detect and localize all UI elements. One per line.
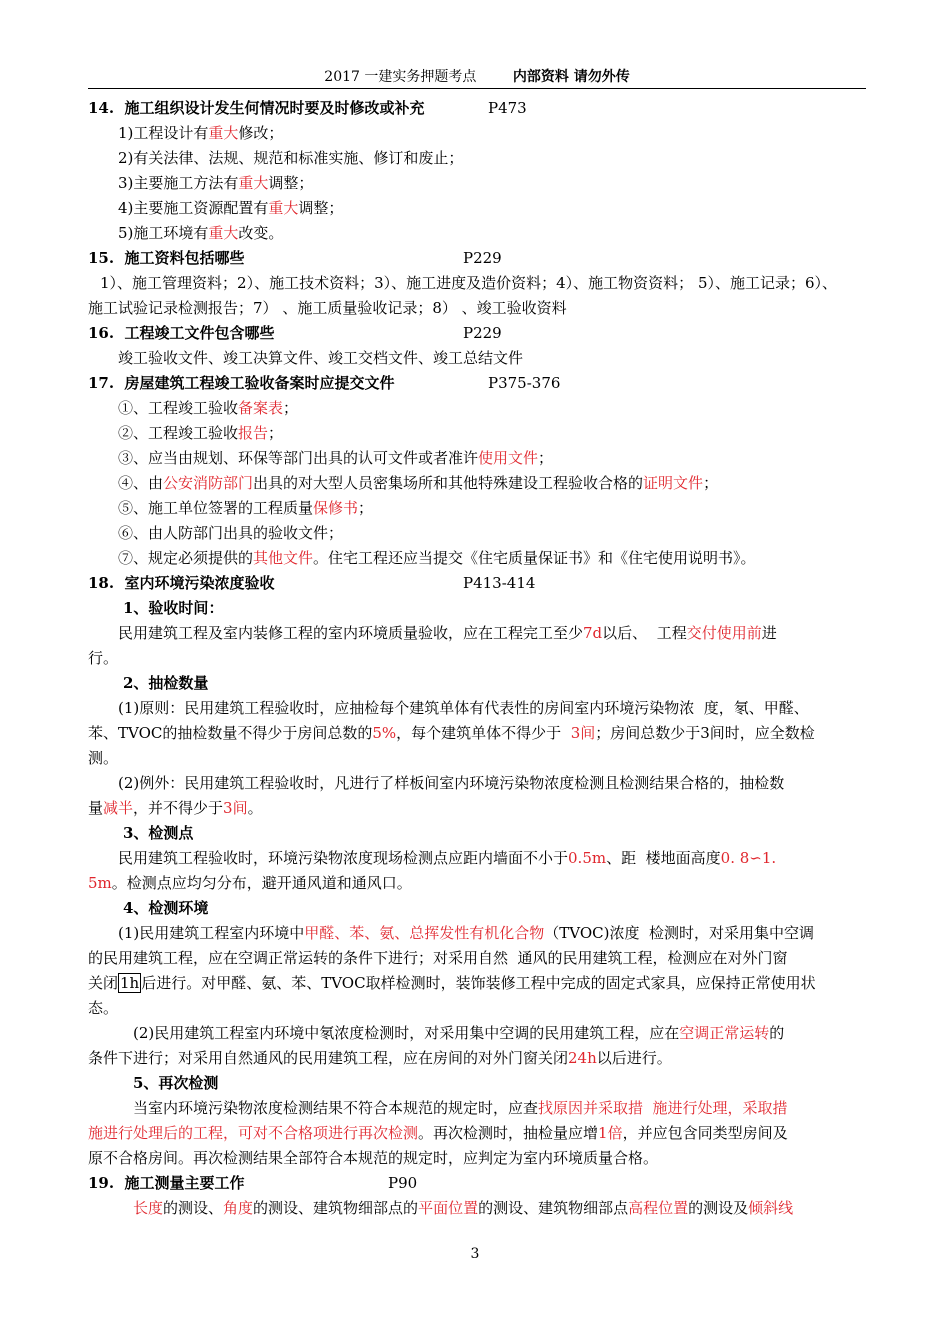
text-line <box>118 121 283 146</box>
header-title: 2017 一建实务押题考点 <box>324 69 477 85</box>
section-heading <box>133 1071 218 1096</box>
page-reference: P413-414 <box>463 574 536 592</box>
text-span: 1）、施工管理资料；2）、施工技术资料；3）、施工进度及造价资料；4）、施工物资资料； 5）、施工记录；6）、 <box>100 274 838 292</box>
highlight-text: 甲醛、苯、氨、总挥发性有机化合物 <box>304 924 545 942</box>
text-span: 5)施工环境有 <box>118 224 209 242</box>
text-span: 4、检测环境 <box>123 899 209 917</box>
text-line <box>118 921 814 946</box>
text-span: 民用建筑工程验收时，环境污染物浓度现场检测点应距内墙面不小于 <box>118 849 569 867</box>
text-span: 态。 <box>88 999 119 1017</box>
text-span: 关闭 <box>88 974 119 992</box>
highlight-text: 公安消防部门 <box>163 474 254 492</box>
text-span: 以后、 工程 <box>602 624 687 642</box>
text-span: ①、工程竣工验收 <box>118 399 239 417</box>
highlight-text: 证明文件 <box>643 474 704 492</box>
text-line <box>88 996 118 1021</box>
highlight-text: 使用文件 <box>478 449 539 467</box>
text-span: 18. 室内环境污染浓度验收 <box>88 574 275 592</box>
text-line <box>118 696 809 721</box>
text-line <box>118 446 553 471</box>
text-line <box>118 846 776 871</box>
page-reference: P473 <box>488 99 527 117</box>
highlight-text: 空调正常运转 <box>679 1024 770 1042</box>
text-span: ⑦、规定必须提供的 <box>118 549 254 567</box>
highlight-text: 重大 <box>238 174 269 192</box>
highlight-text: 5m <box>88 874 112 892</box>
text-span: 苯、TVOC的抽检数量不得少于房间总数的 <box>88 724 373 742</box>
text-span: (1)原则：民用建筑工程验收时，应抽检每个建筑单体有代表性的房间室内环境污染物浓 度，氡、甲醛、 <box>118 699 809 717</box>
text-line <box>88 296 567 321</box>
text-span: 的测设、建筑物细部点 <box>478 1199 629 1217</box>
text-span: ； <box>268 424 284 442</box>
text-span: 测。 <box>88 749 119 767</box>
text-span: 15. 施工资料包括哪些 <box>88 249 245 267</box>
highlight-text: 保修书 <box>313 499 359 517</box>
highlight-text: 7d <box>583 624 603 642</box>
section-heading <box>123 671 208 696</box>
text-span: 调整； <box>298 199 344 217</box>
text-span: ②、工程竣工验收 <box>118 424 239 442</box>
text-line <box>118 621 777 646</box>
text-span: 条件下进行；对采用自然通风的民用建筑工程，应在房间的对外门窗关闭 <box>88 1049 569 1067</box>
text-line <box>88 971 816 996</box>
text-line <box>88 1046 672 1071</box>
text-line <box>118 496 373 521</box>
page-reference: P90 <box>388 1174 418 1192</box>
section-heading <box>123 896 208 921</box>
highlight-text: 找原因并采取措 施进行处理，采取措 <box>538 1099 788 1117</box>
section-heading <box>88 96 425 121</box>
header-notice: 内部资料 请勿外传 <box>512 69 630 85</box>
text-span: ，每个建筑单体不得少于 <box>396 724 571 742</box>
highlight-text: 重大 <box>208 124 239 142</box>
text-span: (2)例外：民用建筑工程验收时，凡进行了样板间室内环境污染物浓度检测且检测结果合格的，抽检数 <box>118 774 785 792</box>
highlight-text: 施进行处理后的工程，可对不合格项进行再次检测 <box>88 1124 419 1142</box>
highlight-text: 倾斜线 <box>748 1199 794 1217</box>
text-line <box>88 746 118 771</box>
text-line <box>88 871 412 896</box>
text-line <box>88 721 815 746</box>
highlight-text: 1倍 <box>598 1124 623 1142</box>
page-reference: P229 <box>463 324 502 342</box>
text-span: ⑤、施工单位签署的工程质量 <box>118 499 314 517</box>
text-span: 4)主要施工资源配置有 <box>118 199 269 217</box>
section-heading <box>88 246 245 271</box>
text-line <box>118 346 523 371</box>
highlight-text: 24h <box>568 1049 597 1067</box>
text-span: 5、再次检测 <box>133 1074 219 1092</box>
text-span: 2)有关法律、法规、规范和标准实施、修订和废止； <box>118 149 464 167</box>
text-span: 行。 <box>88 649 119 667</box>
highlight-text: 5% <box>372 724 397 742</box>
text-line <box>118 396 298 421</box>
text-line <box>133 1096 788 1121</box>
text-span: ⑥、由人防部门出具的验收文件； <box>118 524 344 542</box>
text-span: ； <box>703 474 719 492</box>
text-span: 的测设及 <box>688 1199 749 1217</box>
text-line <box>118 196 343 221</box>
text-line <box>118 546 756 571</box>
text-span: 施工试验记录检测报告；7） 、施工质量验收记录；8） 、竣工验收资料 <box>88 299 567 317</box>
text-span: 出具的对大型人员密集场所和其他特殊建设工程验收合格的 <box>253 474 644 492</box>
text-span: ③、应当由规划、环保等部门出具的认可文件或者准许 <box>118 449 479 467</box>
text-span: ； <box>358 499 374 517</box>
text-line <box>88 946 788 971</box>
text-span: 民用建筑工程及室内装修工程的室内环境质量验收，应在工程完工至少 <box>118 624 584 642</box>
highlight-text: 角度 <box>223 1199 254 1217</box>
text-line <box>118 221 283 246</box>
text-span: 16. 工程竣工文件包含哪些 <box>88 324 275 342</box>
highlight-text: 长度 <box>133 1199 164 1217</box>
text-span: ④、由 <box>118 474 164 492</box>
text-line <box>88 1121 788 1146</box>
text-span: 进 <box>761 624 777 642</box>
text-span: 改变。 <box>238 224 284 242</box>
section-heading <box>88 571 275 596</box>
text-span: 的 <box>769 1024 785 1042</box>
text-span: 修改； <box>238 124 284 142</box>
highlight-text: 减半 <box>103 799 134 817</box>
text-span: ； <box>538 449 554 467</box>
page-number: 3 <box>470 1246 480 1262</box>
text-span: ； <box>283 399 299 417</box>
text-line <box>100 271 837 296</box>
text-span: 14. 施工组织设计发生何情况时要及时修改或补充 <box>88 99 425 117</box>
highlight-text: 备案表 <box>238 399 284 417</box>
page-reference: P375-376 <box>488 374 561 392</box>
text-line <box>118 521 343 546</box>
text-span: （TVOC)浓度 检测时，对采用集中空调 <box>544 924 815 942</box>
text-span: 1、验收时间： <box>123 599 224 617</box>
page-header <box>88 66 866 89</box>
text-span: 。检测点应均匀分布，避开通风道和通风口。 <box>111 874 412 892</box>
text-span: 的民用建筑工程，应在空调正常运转的条件下进行；对采用自然 通风的民用建筑工程，检测应在对外门窗 <box>88 949 788 967</box>
document-body <box>88 96 866 1246</box>
highlight-text: 报告 <box>238 424 269 442</box>
highlight-text: 0. 8∽1. <box>720 849 777 867</box>
text-span: 、距 楼地面高度 <box>606 849 721 867</box>
text-span: 以后进行。 <box>596 1049 672 1067</box>
section-heading <box>88 371 395 396</box>
text-span: 原不合格房间。再次检测结果全部符合本规范的规定时，应判定为室内环境质量合格。 <box>88 1149 659 1167</box>
section-heading <box>123 821 193 846</box>
text-span: 后进行。对甲醛、氨、苯、TVOC取样检测时，装饰装修工程中完成的固定式家具，应保持正常使用状 <box>141 974 816 992</box>
boxed-text: 1h <box>120 974 140 992</box>
highlight-text: 3间 <box>570 724 596 742</box>
highlight-text: 0.5m <box>568 849 607 867</box>
text-span: (2)民用建筑工程室内环境中氡浓度检测时，对采用集中空调的民用建筑工程，应在 <box>133 1024 680 1042</box>
highlight-text: 平面位置 <box>418 1199 479 1217</box>
text-span: ；房间总数少于3间时，应全数检 <box>595 724 815 742</box>
text-span: 3、检测点 <box>123 824 194 842</box>
section-heading <box>123 596 223 621</box>
highlight-text: 3间 <box>223 799 248 817</box>
text-line <box>118 171 313 196</box>
text-span: 2、抽检数量 <box>123 674 209 692</box>
text-span: ，并应包含同类型房间及 <box>622 1124 788 1142</box>
text-line <box>118 771 784 796</box>
text-span: 竣工验收文件、竣工决算文件、竣工交档文件、竣工总结文件 <box>118 349 524 367</box>
text-line <box>88 796 263 821</box>
text-span: 19. 施工测量主要工作 <box>88 1174 245 1192</box>
highlight-text: 交付使用前 <box>686 624 762 642</box>
text-span: 。再次检测时，抽检量应增 <box>418 1124 599 1142</box>
text-span: 。 <box>247 799 263 817</box>
text-line <box>133 1196 793 1221</box>
text-line <box>118 471 718 496</box>
highlight-text: 重大 <box>208 224 239 242</box>
text-span: 量 <box>88 799 104 817</box>
text-span: 的测设、 <box>163 1199 224 1217</box>
text-span: 的测设、建筑物细部点的 <box>253 1199 419 1217</box>
text-line <box>133 1021 784 1046</box>
text-span: 调整； <box>268 174 314 192</box>
highlight-text: 重大 <box>268 199 299 217</box>
text-line <box>88 1146 658 1171</box>
text-line <box>118 146 463 171</box>
text-span: 1)工程设计有 <box>118 124 209 142</box>
text-span: 17. 房屋建筑工程竣工验收备案时应提交文件 <box>88 374 395 392</box>
page-reference: P229 <box>463 249 502 267</box>
highlight-text: 高程位置 <box>628 1199 689 1217</box>
text-span: 当室内环境污染物浓度检测结果不符合本规范的规定时，应查 <box>133 1099 539 1117</box>
section-heading <box>88 1171 245 1196</box>
section-heading <box>88 321 275 346</box>
text-line <box>88 646 118 671</box>
text-span: (1)民用建筑工程室内环境中 <box>118 924 305 942</box>
text-span: ，并不得少于 <box>133 799 224 817</box>
highlight-text: 其他文件 <box>253 549 314 567</box>
text-span: 3)主要施工方法有 <box>118 174 239 192</box>
text-span: 。住宅工程还应当提交《住宅质量保证书》和《住宅使用说明书》。 <box>313 549 756 567</box>
text-line <box>118 421 283 446</box>
